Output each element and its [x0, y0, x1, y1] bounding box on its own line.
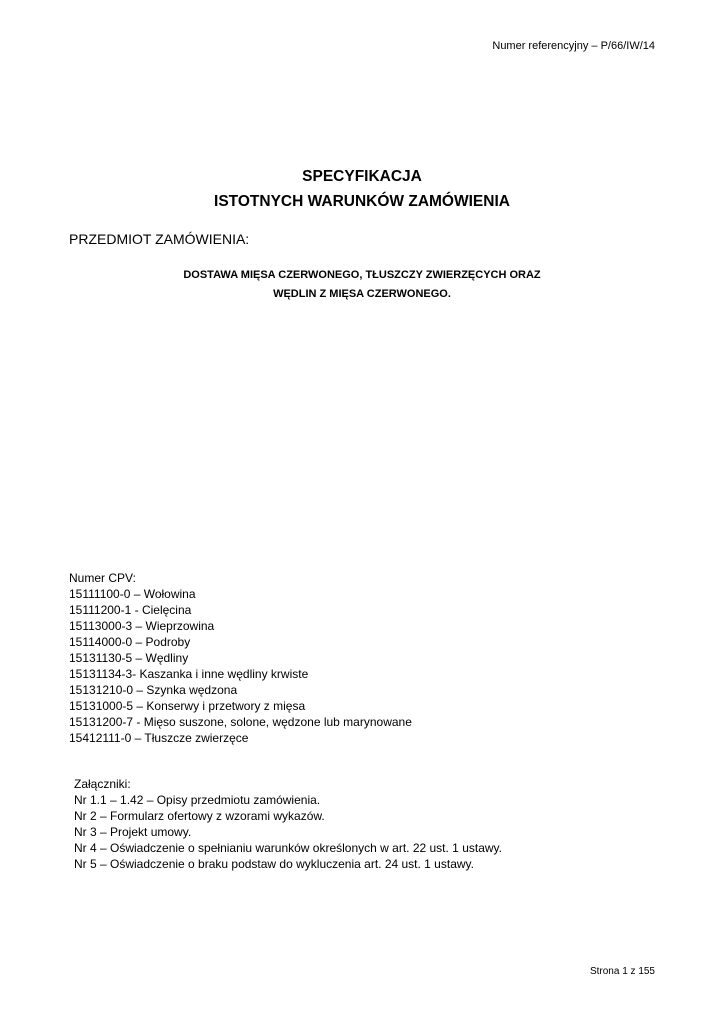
- cpv-list: [69, 570, 412, 746]
- title-line-2: ISTOTNYCH WARUNKÓW ZAMÓWIENIA: [214, 193, 510, 210]
- subject-description: [0, 266, 724, 304]
- cpv-item: 15111200-1 - Cielęcina: [69, 603, 192, 617]
- cpv-heading: Numer CPV:: [69, 571, 136, 585]
- cpv-item: 15113000-3 – Wieprzowina: [69, 619, 215, 633]
- cpv-item: 15114000-0 – Podroby: [69, 635, 191, 649]
- document-title: [0, 164, 724, 214]
- subject-line-2: WĘDLIN Z MIĘSA CZERWONEGO.: [273, 288, 451, 300]
- attachment-item: Nr 3 – Projekt umowy.: [74, 825, 192, 839]
- reference-number: Numer referencyjny – P/66/IW/14: [492, 40, 655, 52]
- attachments-list: [74, 776, 502, 872]
- attachments-heading: Załączniki:: [74, 777, 131, 791]
- attachment-item: Nr 4 – Oświadczenie o spełnianiu warunków określonych w art. 22 ust. 1 ustawy.: [74, 841, 502, 855]
- page-number: Strona 1 z 155: [589, 966, 655, 977]
- cpv-item: 15131210-0 – Szynka wędzona: [69, 683, 238, 697]
- attachment-item: Nr 2 – Formularz ofertowy z wzorami wykazów.: [74, 809, 325, 823]
- cpv-item: 15111100-0 – Wołowina: [69, 587, 196, 601]
- cpv-item: 15131134-3- Kaszanka i inne wędliny krwiste: [69, 667, 309, 681]
- cpv-item: 15412111-0 – Tłuszcze zwierzęce: [69, 731, 249, 745]
- title-line-1: SPECYFIKACJA: [302, 168, 422, 185]
- cpv-item: 15131130-5 – Wędliny: [69, 651, 189, 665]
- attachment-item: Nr 5 – Oświadczenie o braku podstaw do wykluczenia art. 24 ust. 1 ustawy.: [74, 857, 474, 871]
- cpv-item: 15131200-7 - Mięso suszone, solone, wędzone lub marynowane: [69, 715, 412, 729]
- attachment-item: Nr 1.1 – 1.42 – Opisy przedmiotu zamówienia.: [74, 793, 321, 807]
- subject-label: PRZEDMIOT ZAMÓWIENIA:: [69, 231, 250, 247]
- subject-line-1: DOSTAWA MIĘSA CZERWONEGO, TŁUSZCZY ZWIERZĘCYCH ORAZ: [183, 269, 541, 281]
- cpv-item: 15131000-5 – Konserwy i przetwory z mięsa: [69, 699, 306, 713]
